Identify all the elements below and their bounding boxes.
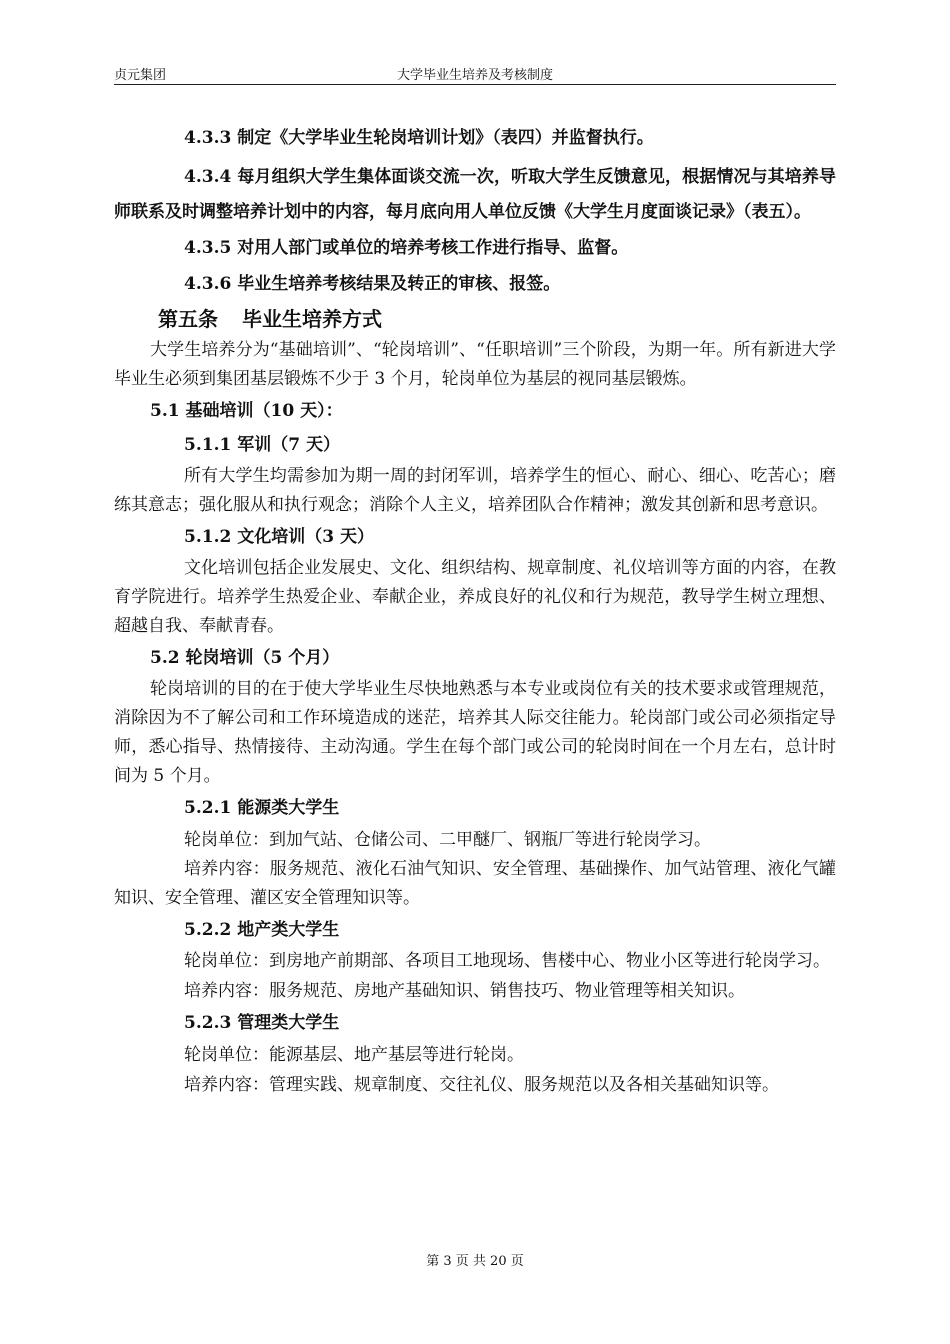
section-5-2-1-content: 培养内容：服务规范、液化石油气知识、安全管理、基础操作、加气站管理、液化气罐知识、安全管理、灌区安全管理知识等。: [114, 859, 836, 908]
article-title: 毕业生培养方式: [242, 307, 382, 331]
section-5-1-1-heading: 5.1.1 军训（7 天）: [184, 435, 340, 455]
section-5-2-heading: 5.2 轮岗培训（5 个月）: [150, 648, 340, 668]
section-5-2-3-heading: 5.2.3 管理类大学生: [184, 1013, 340, 1033]
section-5-2-3-content: 培养内容：管理实践、规章制度、交往礼仪、服务规范以及各相关基础知识等。: [184, 1075, 779, 1095]
section-5-2-2-unit: 轮岗单位：到房地产前期部、各项目工地现场、售楼中心、物业小区等进行轮岗学习。: [184, 951, 830, 971]
section-5-2-1-unit: 轮岗单位：到加气站、仓储公司、二甲醚厂、钢瓶厂等进行轮岗学习。: [184, 830, 711, 850]
item-4-3-3: 4.3.3 制定《大学毕业生轮岗培训计划》（表四）并监督执行。: [184, 128, 654, 148]
section-5-1-heading: 5.1 基础培训（10 天）：: [150, 401, 343, 421]
header-doc-title: 大学毕业生培养及考核制度: [396, 68, 553, 83]
page-number: 第 3 页 共 20 页: [426, 1254, 524, 1269]
section-5-1-2-heading: 5.1.2 文化培训（3 天）: [184, 527, 374, 547]
section-5-2-3-unit: 轮岗单位：能源基层、地产基层等进行轮岗。: [184, 1045, 524, 1065]
document-body: [114, 122, 836, 1100]
section-5-2-1-heading: 5.2.1 能源类大学生: [184, 798, 340, 818]
article-5-heading: [114, 302, 836, 336]
section-5-1-1-text: 所有大学生均需参加为期一周的封闭军训，培养学生的恒心、耐心、细心、吃苦心；磨练其意志；强化服从和执行观念；消除个人主义，培养团队合作精神；激发其创新和思考意识。: [114, 466, 836, 515]
item-4-3-5: 4.3.5 对用人部门或单位的培养考核工作进行指导、监督。: [184, 238, 629, 258]
page-header: [114, 64, 836, 85]
section-5-2-text: 轮岗培训的目的在于使大学毕业生尽快地熟悉与本专业或岗位有关的技术要求或管理规范，消除因为不了解公司和工作环境造成的迷茫，培养其人际交往能力。轮岗部门或公司必须指定导师，悉心指导、热情接待、主动沟通。学生在每个部门或公司的轮岗时间在一个月左右，总计时间为 5 个月。: [114, 679, 836, 786]
item-4-3-6: 4.3.6 毕业生培养考核结果及转正的审核、报签。: [184, 274, 561, 294]
section-5-2-2-content: 培养内容：服务规范、房地产基础知识、销售技巧、物业管理等相关知识。: [184, 981, 745, 1001]
section-5-2-2-heading: 5.2.2 地产类大学生: [184, 920, 340, 940]
header-company: 贞元集团: [114, 68, 167, 83]
article-5-intro: 大学生培养分为“基础培训”、“轮岗培训”、“任职培训”三个阶段，为期一年。所有新进大学毕业生必须到集团基层锻炼不少于 3 个月，轮岗单位为基层的视同基层锻炼。: [114, 340, 836, 389]
section-5-1-2-text: 文化培训包括企业发展史、文化、组织结构、规章制度、礼仪培训等方面的内容，在教育学院进行。培养学生热爱企业、奉献企业，养成良好的礼仪和行为规范，教导学生树立理想、超越自我、奉献青春。: [114, 558, 836, 636]
article-number: 第五条: [158, 307, 218, 331]
item-4-3-4: 4.3.4 每月组织大学生集体面谈交流一次，听取大学生反馈意见，根据情况与其培养导师联系及时调整培养计划中的内容，每月底向用人单位反馈《大学生月度面谈记录》（表五）。: [114, 167, 836, 222]
